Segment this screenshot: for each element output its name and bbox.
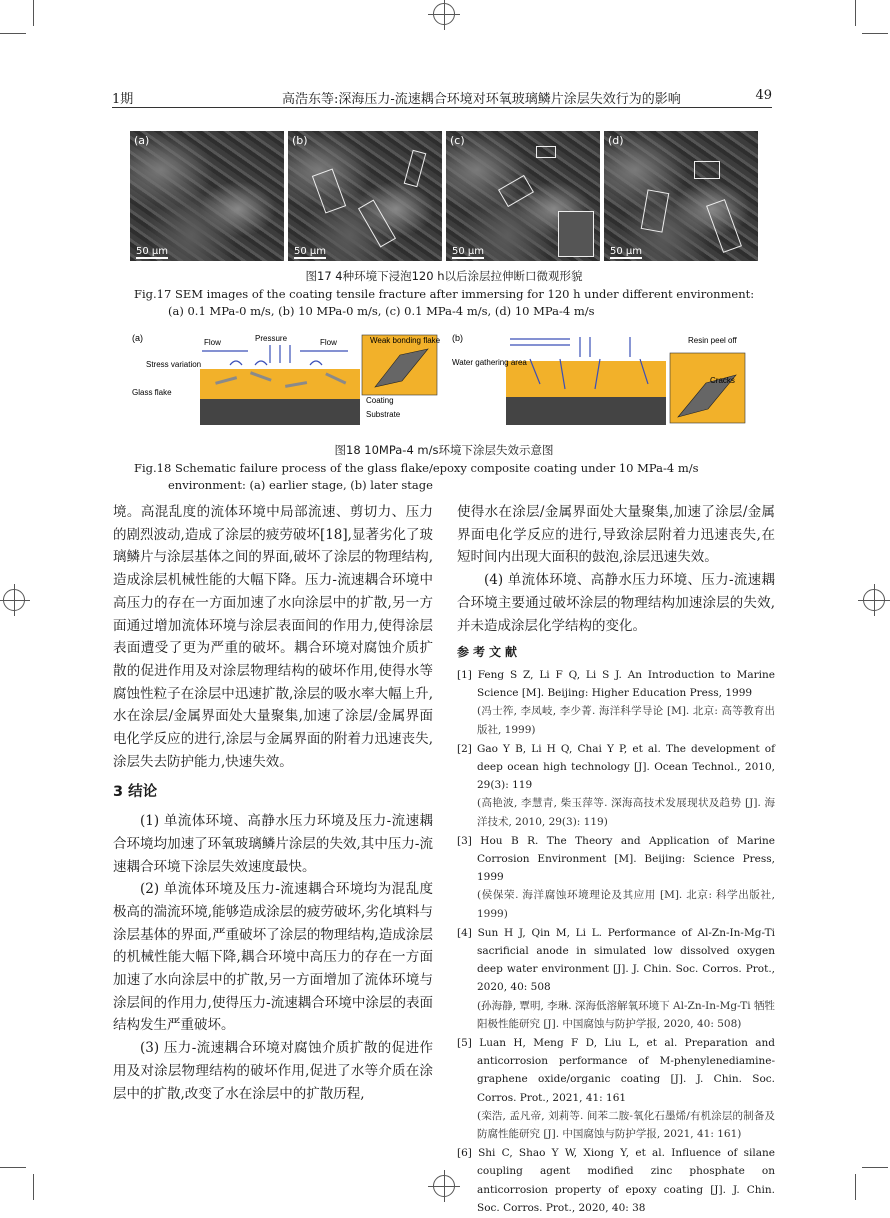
label-cracks: Cracks [710,376,735,385]
reference-zh: (栾浩, 孟凡帝, 刘莉等. 间苯二胺-氧化石墨烯/有机涂层的制备及防腐性能研究 [J]. 中国腐蚀与防护学报, 2021, 41: 161) [477,1109,775,1140]
references-title: 参考文献 [457,645,522,660]
crop-mark [33,1174,34,1200]
reference-zh: (高艳波, 李慧青, 柴玉萍等. 深海高技术发展现状及趋势 [J]. 海洋技术, 2010, 29(3): 119) [477,797,775,828]
figure-18-schematic [130,331,770,431]
scale-bar: 50 μm [452,246,485,257]
crop-mark [33,0,34,26]
label-stress-variation: Stress variation [146,360,202,369]
crop-mark [862,33,888,34]
conclusion-3-continued: 使得水在涂层/金属界面处大量聚集,加速了涂层/金属界面电化学反应的进行,导致涂层附着力迅速丧失,在短时间内出现大面积的鼓泡,涂层迅速失效。 [457,504,775,566]
reference-zh: (孙海静, 覃明, 李琳. 深海低溶解氧环境下 Al-Zn-In-Mg-Ti 牺牲阳极性能研究 [J]. 中国腐蚀与防护学报, 2020, 40: 508) [477,999,775,1030]
label-resin-peel-off: Resin peel off [688,336,737,345]
label-pressure: Pressure [255,334,288,343]
panel-label: (a) [134,134,150,147]
label-glass-flake: Glass flake [132,388,172,397]
crop-mark [0,33,26,34]
section-title-conclusions: 3 结论 [113,784,158,801]
flake-highlight [706,199,742,253]
coating-layer [200,369,360,399]
crop-mark [855,1174,856,1200]
registration-mark [433,1175,455,1197]
crop-mark [862,1167,888,1168]
scale-bar: 50 μm [610,246,643,257]
reference-item [457,1034,775,1143]
flake-highlight [558,211,594,257]
flake-highlight [404,150,427,187]
figure-17-caption-zh: 图17 4种环境下浸泡120 h以后涂层拉伸断口微观形貌 [305,269,583,283]
reference-item [457,1144,775,1217]
reference-en: [3] Hou B R. The Theory and Application of Marine Corrosion Environment [M]. Beijing: Science Press, 1999 [457,834,775,884]
scale-bar: 50 μm [294,246,327,257]
panel-a-label: (a) [132,333,143,343]
running-header [112,86,772,108]
conclusion-2: (2) 单流体环境及压力-流速耦合环境均为混乱度极高的湍流环境,能够造成涂层的疲劳破坏,劣化填料与涂层基体的界面,严重破坏了涂层的物理结构,造成涂层的机械性能大幅下降,耦合环境中高压力的存在一方面加速了水向涂层中的扩散,另一方面增加了流体环境与涂层间的作用力,使得压力-流速耦合环境中涂层的表面结构发生严重破坏。 [113,881,433,1034]
substrate-layer [200,399,360,425]
figure-17-caption-en: Fig.17 SEM images of the coating tensile fracture after immersing for 120 h under different environment: (a) 0.1 MPa-0 m/s, (b) 10 MPa-0 m/s, (c) 0.1 MPa-4 m/s, (d) 10 MPa-4 m/s [134,287,755,318]
conclusion-3: (3) 压力-流速耦合环境对腐蚀介质扩散的促进作用及对涂层物理结构的破坏作用,促进了水等介质在涂层中的扩散,改变了水在涂层中的扩散历程, [113,1040,433,1102]
right-column [457,501,775,1218]
reference-item [457,924,775,1033]
flake-highlight [312,168,346,213]
panel-b-label: (b) [452,333,463,343]
reference-zh: (冯士筰, 李凤岐, 李少菁. 海洋科学导论 [M]. 北京: 高等教育出版社, 1999) [477,705,775,736]
reference-en: [5] Luan H, Meng F D, Liu L, et al. Preparation and anticorrosion performance of M-phenylenediamine-graphene oxide/organic coating [J]. J. Chin. Soc. Corros. Prot., 2021, 41: 161 [457,1036,775,1104]
body-paragraph: 境。高混乱度的流体环境中局部流速、剪切力、压力的剧烈波动,造成了涂层的疲劳破坏[18],显著劣化了玻璃鳞片与涂层基体之间的界面,破坏了涂层的物理结构,造成涂层机械性能的大幅下降。压力-流速耦合环境中高压力的存在一方面加速了水向涂层中的扩散,另一方面通过增加流体环境与涂层表面间的作用力,使得涂层表面遭受了更为严重的破坏。耦合环境对腐蚀介质扩散的促进作用及对涂层物理结构的破坏作用,使得水等腐蚀性粒子在涂层中迅速扩散,涂层的吸水率大幅上升,水在涂层/金属界面处大量聚集,加速了涂层/金属界面电化学反应的进行,涂层与金属界面的附着力迅速丧失,涂层失去防护能力,快速失效。 [113,504,433,770]
panel-label: (c) [450,134,465,147]
label-flow-left: Flow [204,338,221,347]
label-weak-bonding: Weak bonding flake [370,336,441,345]
reference-zh: (侯保荣. 海洋腐蚀环境理论及其应用 [M]. 北京: 科学出版社, 1999) [477,889,775,920]
label-substrate: Substrate [366,410,401,419]
flow-arrows [202,345,348,365]
conclusion-4: (4) 单流体环境、高静水压力环境、压力-流速耦合环境主要通过破坏涂层的物理结构加速涂层的失效,并未造成涂层化学结构的变化。 [457,572,775,634]
crop-mark [0,1167,26,1168]
panel-label: (d) [608,134,624,147]
label-coating: Coating [366,396,394,405]
registration-mark [3,589,25,611]
flake-highlight [358,200,396,248]
crop-mark [855,0,856,26]
reference-item [457,666,775,739]
sem-image-d [604,131,758,261]
reference-en: [2] Gao Y B, Li H Q, Chai Y P, et al. The development of deep ocean high technology [J]. Ocean Technol., 2010, 29(3): 119 [457,742,775,792]
panel-label: (b) [292,134,308,147]
left-column [113,501,433,1105]
scale-bar: 50 μm [136,246,169,257]
flake-highlight [536,146,556,158]
issue-number: 1期 [112,92,134,107]
figure-18-caption-zh: 图18 10MPa-4 m/s环境下涂层失效示意图 [334,443,554,457]
reference-en: [1] Feng S Z, Li F Q, Li S J. An Introduction to Marine Science [M]. Beijing: Higher Education Press, 1999 [457,668,775,700]
sem-image-c [446,131,600,261]
page-number: 49 [755,88,772,103]
registration-mark [863,589,885,611]
running-title: 高浩东等:深海压力-流速耦合环境对环氧玻璃鳞片涂层失效行为的影响 [282,92,681,107]
sem-image-a [130,131,284,261]
registration-mark [433,3,455,25]
figure-18-caption-en: Fig.18 Schematic failure process of the glass flake/epoxy composite coating under 10 MPa-4 m/s environment: (a) earlier stage, (b) later stage [134,461,699,492]
reference-item [457,740,775,831]
reference-en: [6] Shi C, Shao Y W, Xiong Y, et al. Influence of silane coupling agent modified zinc phosphate on anticorrosion property of epoxy coating [J]. J. Chin. Soc. Corros. Prot., 2020, 40: 38 [457,1147,775,1214]
flake-highlight [498,175,534,207]
figure-17-images [130,131,758,261]
sem-image-b [288,131,442,261]
flake-highlight [641,189,670,232]
reference-item [457,832,775,923]
substrate-layer-b [506,397,666,425]
conclusion-1: (1) 单流体环境、高静水压力环境及压力-流速耦合环境均加速了环氧玻璃鳞片涂层的失效,其中压力-流速耦合环境下涂层失效速度最快。 [113,813,433,875]
reference-en: [4] Sun H J, Qin M, Li L. Performance of Al-Zn-In-Mg-Ti sacrificial anode in simulated low dissolved oxygen deep water environment [J]. J. Chin. Soc. Corros. Prot., 2020, 40: 508 [457,926,775,994]
flake-highlight [694,161,720,179]
label-flow-right: Flow [320,338,337,347]
label-water-gathering: Water gathering area [452,358,527,367]
